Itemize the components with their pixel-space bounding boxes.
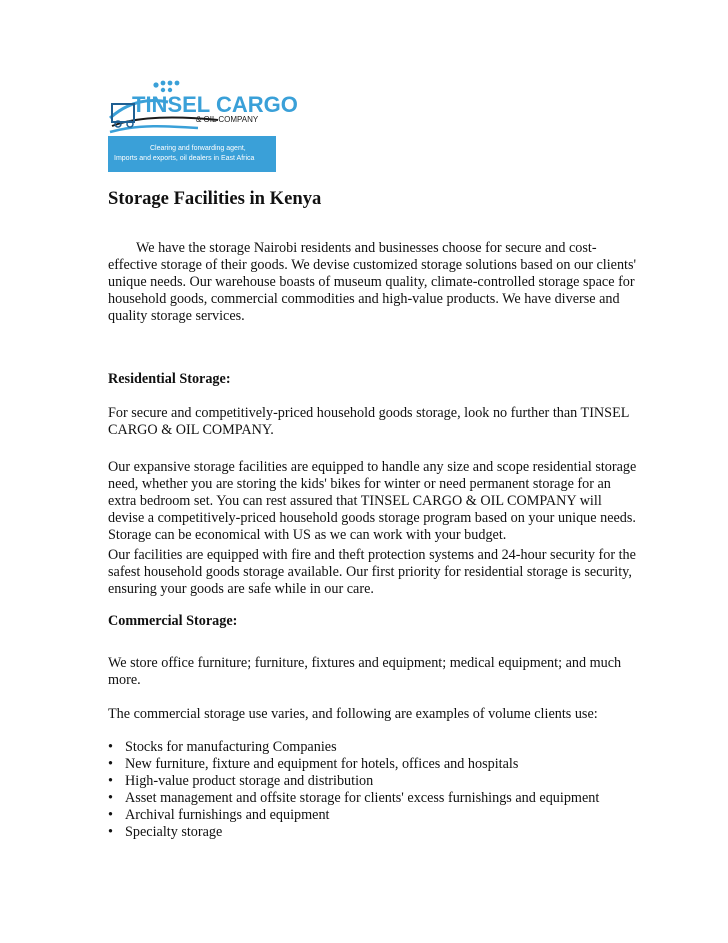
page-title: Storage Facilities in Kenya: [108, 188, 322, 209]
list-item: [108, 773, 648, 790]
bullet-icon: •: [108, 773, 113, 789]
logo-brand-name: TINSEL CARGO: [132, 92, 298, 117]
list-item: [108, 790, 648, 807]
residential-paragraph-3: Our facilities are equipped with fire and theft protection systems and 24-hour security for the safest household goods storage available. Our first priority for residential storage is security, ensuring your goods are safe while in our care.: [108, 547, 636, 597]
bullet-icon: •: [108, 756, 113, 772]
list-item-text: Archival furnishings and equipment: [125, 807, 330, 823]
list-item-text: New furniture, fixture and equipment for hotels, offices and hospitals: [125, 756, 519, 772]
bullet-icon: •: [108, 739, 113, 755]
commercial-paragraph-2: The commercial storage use varies, and following are examples of volume clients use:: [108, 706, 598, 722]
bullet-icon: •: [108, 807, 113, 823]
logo-tagline-1: Clearing and forwarding agent,: [150, 145, 246, 152]
list-item-text: Stocks for manufacturing Companies: [125, 739, 337, 755]
commercial-paragraph-1: We store office furniture; furniture, fixtures and equipment; medical equipment; and much more.: [108, 655, 622, 688]
logo-graphic: [108, 80, 298, 172]
residential-paragraph-2: Our expansive storage facilities are equipped to handle any size and scope residential storage need, whether you are storing the kids' bikes for winter or need permanent storage for an extra bedroom set. You can rest assured that TINSEL CARGO & OIL COMPANY will devise a competitively-priced household goods storage program based on your unique needs. Storage can be economical with US as we can work with your budget.: [108, 459, 637, 543]
residential-heading: Residential Storage:: [108, 371, 231, 387]
residential-paragraph-1: For secure and competitively-priced household goods storage, look no further than TINSEL CARGO & OIL COMPANY.: [108, 405, 629, 438]
list-item: [108, 739, 648, 756]
commercial-heading: Commercial Storage:: [108, 613, 238, 629]
intro-paragraph: We have the storage Nairobi residents and businesses choose for secure and cost-effective storage of their goods. We devise customized storage solutions based on our clients' unique needs. Our warehouse boasts of museum quality, climate-controlled storage space for household goods, commercial commodities and high-value products. We have diverse and quality storage services.: [108, 240, 637, 324]
list-item: [108, 807, 648, 824]
bullet-icon: •: [108, 824, 113, 840]
list-item: [108, 756, 648, 773]
commercial-uses-list: [108, 739, 648, 841]
logo-tagline-2: Imports and exports, oil dealers in East Africa: [114, 155, 255, 162]
bullet-icon: •: [108, 790, 113, 806]
list-item-text: Specialty storage: [125, 824, 223, 840]
list-item-text: Asset management and offsite storage for clients' excess furnishings and equipment: [125, 790, 600, 806]
list-item: [108, 824, 648, 841]
company-logo: [108, 80, 298, 172]
list-item-text: High-value product storage and distribution: [125, 773, 374, 789]
logo-brand-sub: & OIL COMPANY: [196, 115, 259, 124]
